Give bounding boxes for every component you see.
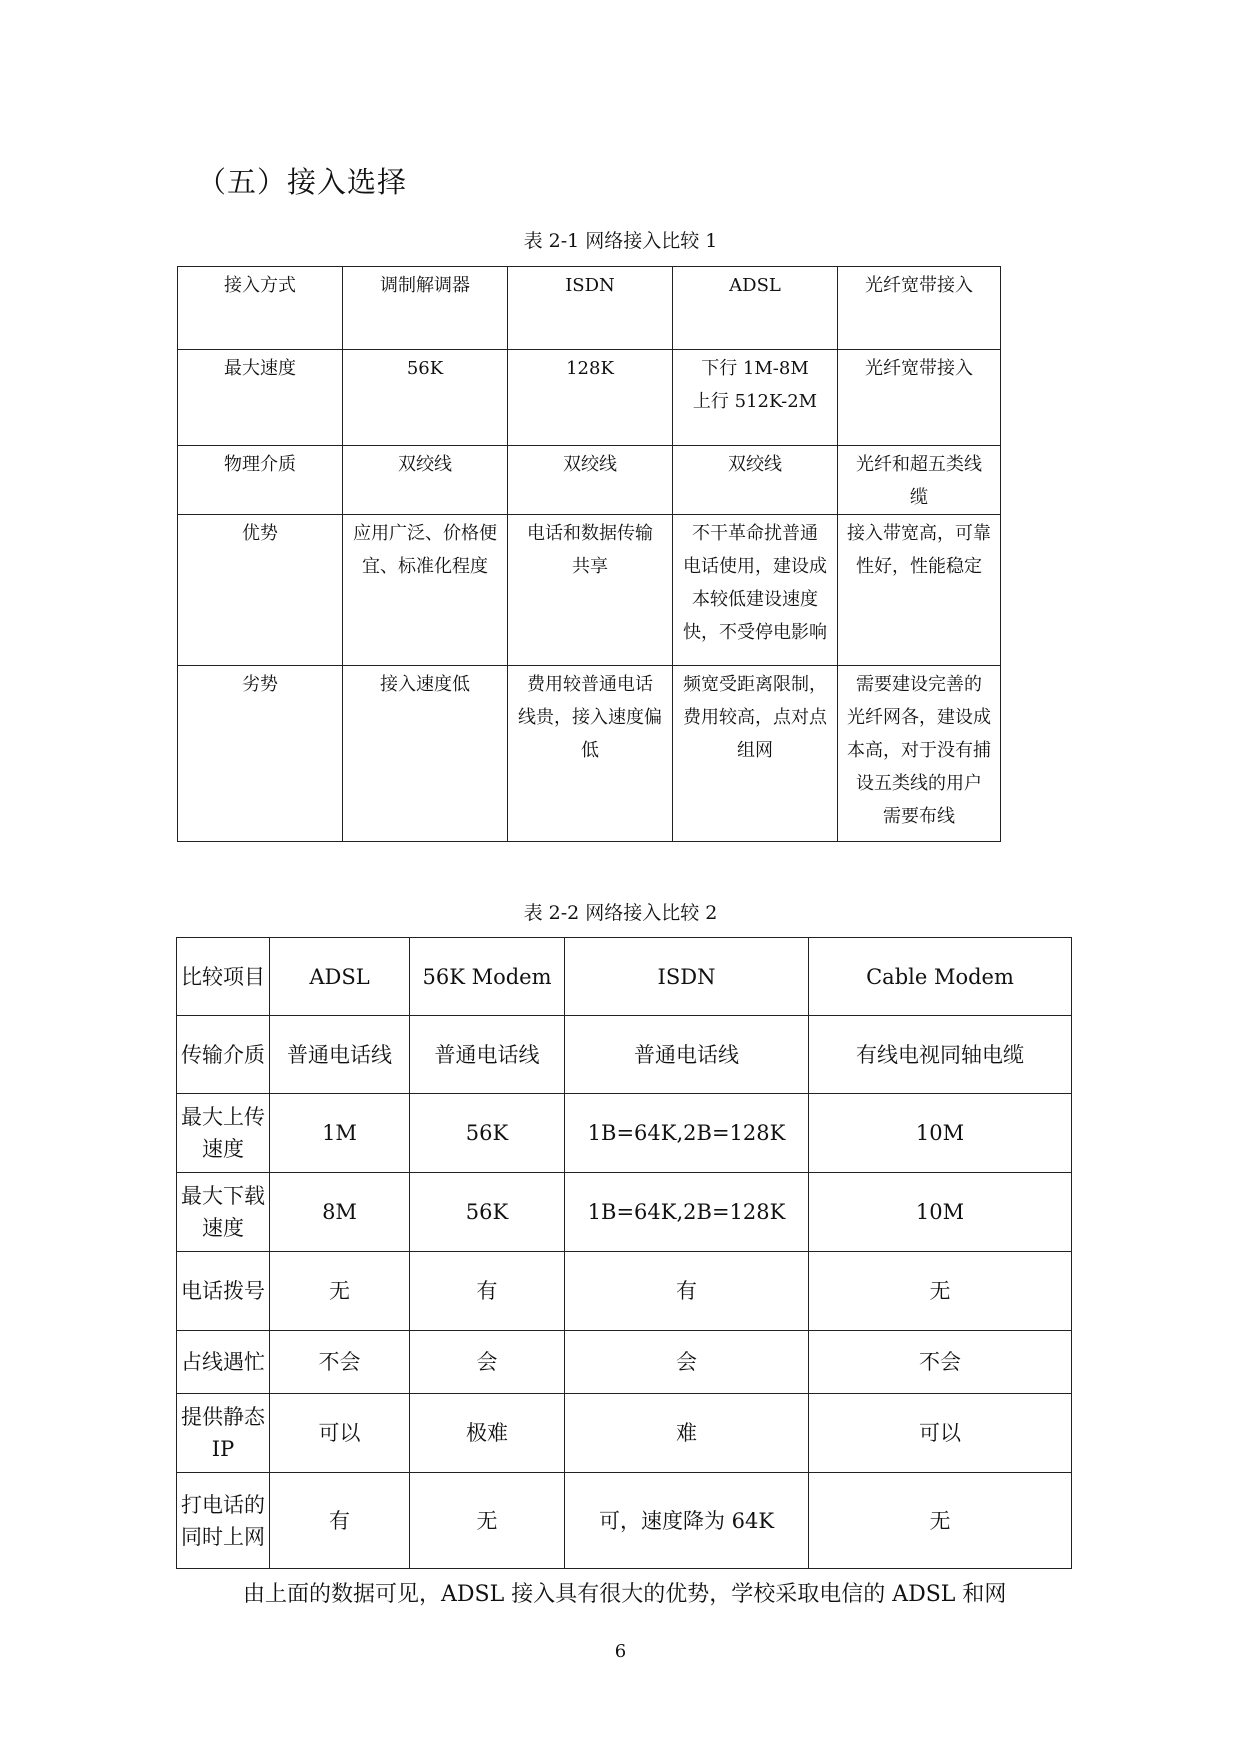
table-cell — [565, 1252, 809, 1331]
table-cell — [270, 1331, 410, 1394]
cell-text: 极难 — [466, 1421, 508, 1445]
table-cell — [177, 1016, 270, 1094]
table-cell — [838, 666, 1001, 842]
cell-text: 可以 — [919, 1421, 961, 1445]
table-cell — [410, 1094, 565, 1173]
cell-text: 8M — [322, 1200, 357, 1224]
cell-text: 可以 — [318, 1421, 361, 1445]
cell-text: 普通电话线 — [434, 1042, 540, 1067]
cell-text: 1M — [322, 1121, 357, 1145]
cell-text: 接入速度低 — [380, 674, 470, 695]
table1-caption: 表 2-1 网络接入比较 1 — [523, 230, 718, 252]
cell-text: 调制解调器 — [380, 275, 470, 296]
cell-text: 电话和数据传输 共享 — [527, 523, 653, 577]
cell-text: 不干革命扰普通 电话使用，建设成 本较低建设速度 快，不受停电影响 — [683, 523, 827, 643]
table-cell — [508, 267, 673, 350]
table-cell — [270, 1252, 410, 1331]
cell-text: 56K — [465, 1200, 509, 1224]
table-cell — [809, 1331, 1072, 1394]
table-cell — [410, 1331, 565, 1394]
table-cell — [809, 1016, 1072, 1094]
table-row — [177, 1252, 1072, 1331]
table-cell — [270, 1394, 410, 1473]
table-row — [177, 1094, 1072, 1173]
cell-text: 56K — [406, 358, 444, 379]
cell-text: ISDN — [565, 275, 615, 296]
cell-text: 无 — [329, 1279, 350, 1303]
table-cell — [410, 1473, 565, 1569]
cell-text: 双绞线 — [563, 454, 617, 475]
table-cell — [809, 1252, 1072, 1331]
cell-text: 10M — [915, 1200, 965, 1224]
table-cell — [177, 1331, 270, 1394]
cell-text: 提供静态 IP — [181, 1405, 265, 1461]
cell-text: 光纤宽带接入 — [865, 358, 973, 379]
cell-text: 10M — [915, 1121, 965, 1145]
cell-text: ADSL — [309, 964, 370, 989]
cell-text: 光纤宽带接入 — [865, 275, 973, 296]
table-cell — [178, 666, 343, 842]
cell-text: 接入方式 — [224, 275, 296, 296]
cell-text: ADSL — [729, 275, 781, 296]
cell-text: 应用广泛、价格便 宜、标准化程度 — [353, 523, 497, 577]
cell-text: 无 — [929, 1279, 951, 1303]
table-cell — [838, 515, 1001, 666]
table-cell — [809, 1173, 1072, 1252]
cell-text: 有线电视同轴电缆 — [856, 1042, 1024, 1067]
cell-text: 比较项目 — [181, 964, 265, 989]
table-cell — [270, 1173, 410, 1252]
table-cell — [177, 1094, 270, 1173]
cell-text: 物理介质 — [224, 454, 296, 475]
cell-text: 优势 — [242, 523, 278, 544]
cell-text: 劣势 — [242, 674, 278, 695]
cell-text: 不会 — [318, 1350, 361, 1374]
table-cell — [177, 1394, 270, 1473]
table-cell — [508, 446, 673, 515]
table-cell — [809, 938, 1072, 1016]
table-cell — [270, 1016, 410, 1094]
table-cell — [508, 350, 673, 446]
table-row — [177, 1331, 1072, 1394]
cell-text: 难 — [676, 1421, 697, 1445]
cell-text: 需要建设完善的 光纤网各，建设成 本高，对于没有捕 设五类线的用户 需要布线 — [847, 674, 991, 827]
cell-text: 1B=64K,2B=128K — [587, 1121, 786, 1145]
cell-text: 光纤和超五类线 缆 — [856, 454, 982, 508]
conclusion-paragraph: 由上面的数据可见，ADSL 接入具有很大的优势，学校采取电信的 ADSL 和网 — [243, 1582, 1007, 1607]
access-comparison-table-1 — [177, 266, 1001, 842]
cell-text: 最大上传 速度 — [181, 1105, 265, 1161]
cell-text: 无 — [929, 1508, 951, 1533]
table1-body — [178, 267, 1001, 842]
table-row — [177, 1394, 1072, 1473]
table-row — [178, 350, 1001, 446]
table-cell — [178, 515, 343, 666]
table-cell — [565, 1473, 809, 1569]
cell-text: 传输介质 — [181, 1042, 265, 1067]
cell-text: 有 — [676, 1279, 697, 1303]
table-row — [178, 446, 1001, 515]
table-row — [177, 938, 1072, 1016]
table-cell — [343, 350, 508, 446]
cell-text: ISDN — [657, 964, 716, 989]
table-cell — [178, 267, 343, 350]
table-row — [178, 666, 1001, 842]
table-cell — [565, 1173, 809, 1252]
cell-text: 占线遇忙 — [181, 1350, 265, 1374]
cell-text: 56K — [465, 1121, 509, 1145]
page-number: 6 — [614, 1641, 627, 1662]
cell-text: 普通电话线 — [287, 1042, 392, 1067]
table-cell — [838, 446, 1001, 515]
table-cell — [838, 350, 1001, 446]
table-cell — [178, 350, 343, 446]
table-cell — [565, 1016, 809, 1094]
table-cell — [410, 938, 565, 1016]
cell-text: 会 — [676, 1350, 697, 1374]
table-row — [178, 515, 1001, 666]
cell-text: 128K — [566, 358, 614, 379]
cell-text: 有 — [329, 1508, 350, 1533]
table-row — [177, 1473, 1072, 1569]
table-cell — [809, 1394, 1072, 1473]
cell-text: 下行 1M-8M 上行 512K-2M — [692, 358, 818, 412]
cell-text: 最大速度 — [224, 358, 296, 379]
table-cell — [270, 1094, 410, 1173]
table-cell — [343, 666, 508, 842]
table-cell — [343, 267, 508, 350]
table-cell — [565, 1394, 809, 1473]
table-cell — [270, 938, 410, 1016]
table2-caption: 表 2-2 网络接入比较 2 — [523, 902, 718, 924]
cell-text: 会 — [476, 1350, 498, 1374]
cell-text: 双绞线 — [728, 454, 782, 475]
table2-body — [177, 938, 1072, 1569]
table-row — [177, 1016, 1072, 1094]
cell-text: 打电话的 同时上网 — [181, 1492, 265, 1549]
cell-text: 56K Modem — [422, 964, 552, 989]
table-cell — [410, 1016, 565, 1094]
table-cell — [508, 666, 673, 842]
cell-text: 双绞线 — [398, 454, 452, 475]
table-cell — [673, 515, 838, 666]
section-heading: （五）接入选择 — [197, 165, 408, 199]
cell-text: 普通电话线 — [634, 1042, 739, 1067]
table-cell — [177, 938, 270, 1016]
table-cell — [508, 515, 673, 666]
table-cell — [178, 446, 343, 515]
table-cell — [809, 1094, 1072, 1173]
cell-text: 电话拨号 — [181, 1279, 265, 1303]
cell-text: 无 — [476, 1508, 498, 1533]
table-cell — [177, 1252, 270, 1331]
cell-text: 不会 — [919, 1350, 961, 1374]
table-cell — [410, 1394, 565, 1473]
cell-text: 有 — [476, 1279, 498, 1303]
table-cell — [809, 1473, 1072, 1569]
table-cell — [177, 1173, 270, 1252]
table-cell — [673, 446, 838, 515]
table-cell — [838, 267, 1001, 350]
access-comparison-table-2 — [176, 937, 1072, 1569]
table-cell — [270, 1473, 410, 1569]
table-cell — [565, 1094, 809, 1173]
cell-text: 费用较普通电话 线贵，接入速度偏 低 — [518, 674, 662, 761]
table-cell — [673, 666, 838, 842]
table-cell — [410, 1252, 565, 1331]
table-cell — [565, 1331, 809, 1394]
cell-text: 1B=64K,2B=128K — [587, 1200, 786, 1224]
table-cell — [177, 1473, 270, 1569]
cell-text: 频宽受距离限制， 费用较高，点对点 组网 — [683, 674, 827, 761]
table-cell — [343, 446, 508, 515]
table-row — [178, 267, 1001, 350]
table-cell — [565, 938, 809, 1016]
cell-text: 可，速度降为 64K — [598, 1508, 775, 1533]
table-cell — [673, 350, 838, 446]
cell-text: 最大下载 速度 — [181, 1184, 265, 1240]
table-cell — [673, 267, 838, 350]
cell-text: Cable Modem — [866, 964, 1014, 989]
cell-text: 接入带宽高，可靠 性好，性能稳定 — [847, 523, 991, 577]
table-cell — [410, 1173, 565, 1252]
table-row — [177, 1173, 1072, 1252]
table-cell — [343, 515, 508, 666]
